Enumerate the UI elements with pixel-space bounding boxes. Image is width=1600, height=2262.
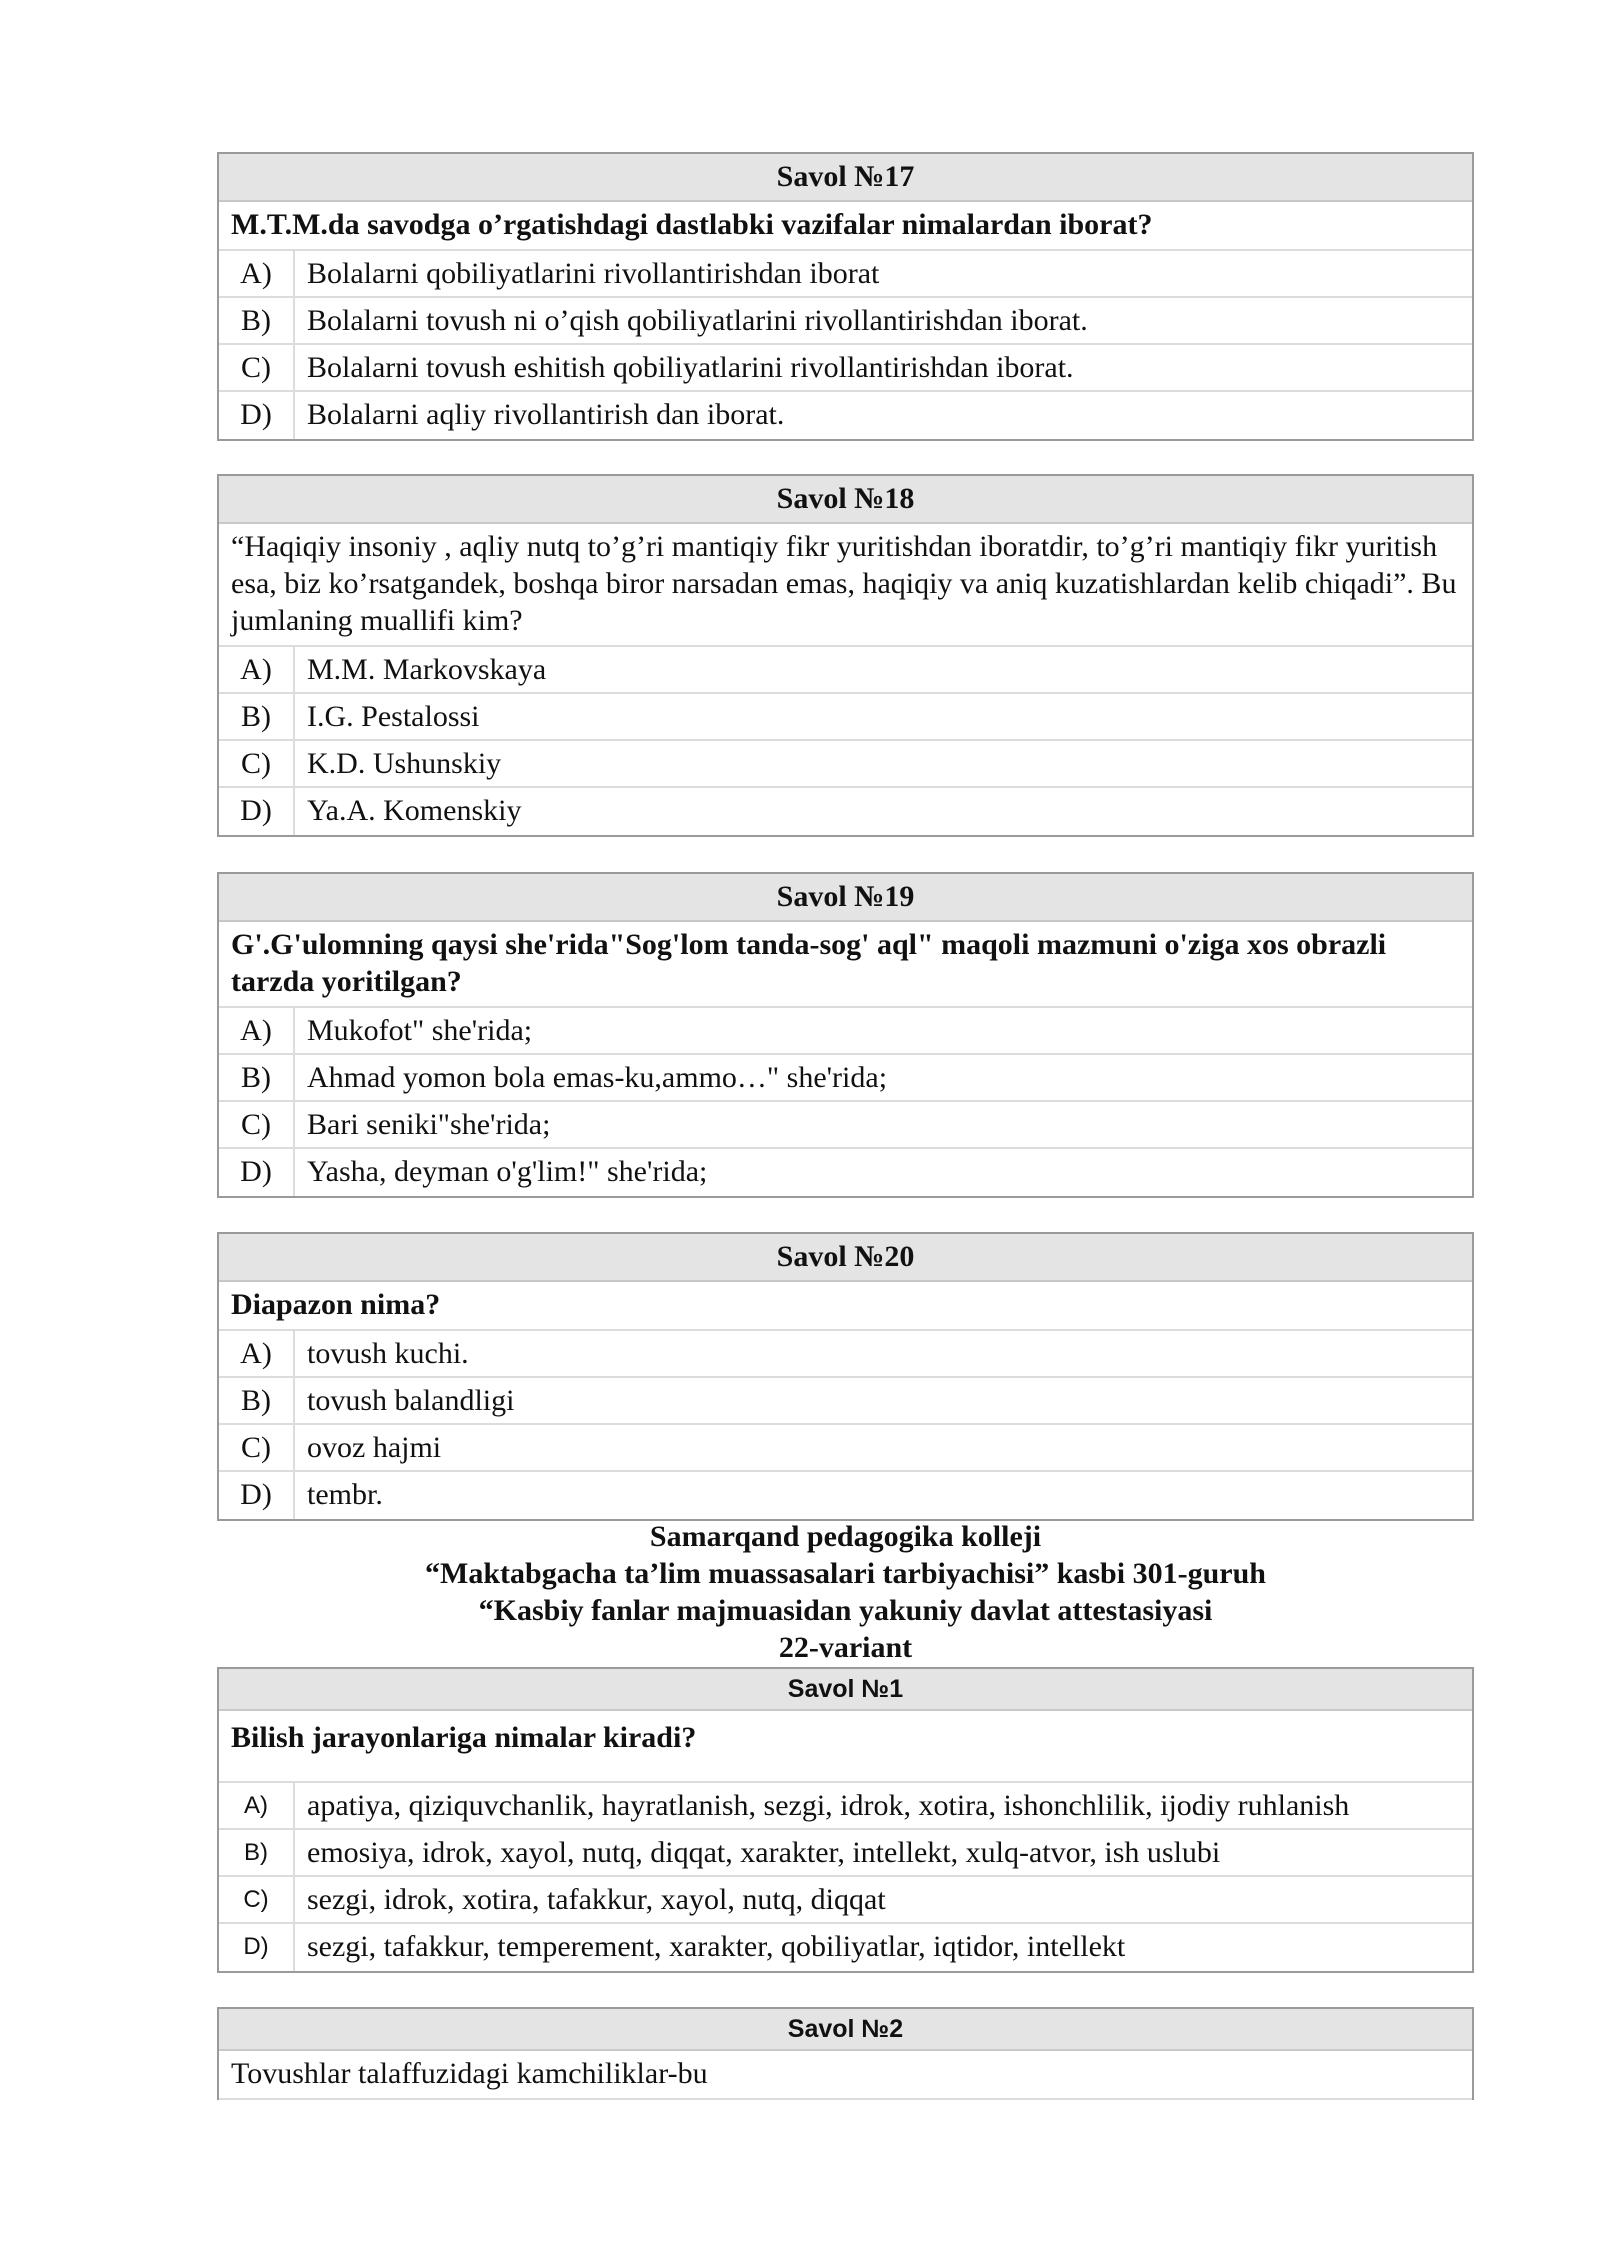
option-letter: C) — [219, 1877, 295, 1922]
answer-option-d[interactable] — [219, 1924, 1472, 1971]
question-text: Tovushlar talaffuzidagi kamchiliklar-bu — [219, 2051, 1472, 2100]
option-text: tovush kuchi. — [307, 1337, 469, 1370]
option-letter: C) — [219, 1425, 295, 1470]
option-text: I.G. Pestalossi — [307, 700, 480, 733]
option-letter: D) — [219, 788, 295, 835]
college-name: Samarqand pedagogika kolleji — [649, 1520, 1042, 1553]
question-text: Bilish jarayonlariga nimalar kiradi? — [219, 1711, 1472, 1783]
answer-option-a[interactable] — [219, 647, 1472, 694]
option-text: sezgi, idrok, xotira, tafakkur, xayol, nutq, diqqat — [307, 1883, 886, 1916]
option-letter: C) — [219, 741, 295, 786]
answer-option-c[interactable] — [219, 1425, 1472, 1472]
answer-option-a[interactable] — [219, 1783, 1472, 1830]
answer-option-c[interactable] — [219, 345, 1472, 392]
answer-option-a[interactable] — [219, 1331, 1472, 1378]
program-line: “Maktabgacha ta’lim muassasalari tarbiyachisi” kasbi 301-guruh — [425, 1557, 1266, 1590]
option-text: tovush balandligi — [307, 1384, 515, 1417]
option-text: K.D. Ushunskiy — [307, 747, 502, 780]
option-letter: A) — [219, 1008, 295, 1053]
option-text: Bolalarni qobiliyatlarini rivollantirishdan iborat — [307, 257, 880, 290]
question-card-1 — [217, 1667, 1474, 1973]
answer-option-b[interactable] — [219, 298, 1472, 345]
option-letter: D) — [219, 392, 295, 439]
answer-option-d[interactable] — [219, 788, 1472, 835]
question-text: G'.G'ulomning qaysi she'rida"Sog'lom tanda-sog' aql" maqoli mazmuni o'ziga xos obrazli tarzda yoritilgan? — [219, 922, 1472, 1008]
option-text: sezgi, tafakkur, temperement, xarakter, qobiliyatlar, iqtidor, intellekt — [307, 1930, 1126, 1963]
option-letter: B) — [219, 1830, 295, 1875]
option-text: emosiya, idrok, xayol, nutq, diqqat, xarakter, intellekt, xulq-atvor, ish uslubi — [307, 1836, 1221, 1869]
answer-option-b[interactable] — [219, 1830, 1472, 1877]
question-card-18 — [217, 474, 1474, 837]
option-letter: A) — [219, 1331, 295, 1376]
question-text: “Haqiqiy insoniy , aqliy nutq to’g’ri mantiqiy fikr yuritishdan iboratdir, to’g’ri mantiqiy fikr yuritish esa, biz ko’rsatgandek, boshqa biror narsadan emas, haqiqiy va aniq kuzatishlardan kelib chiqadi”. Bu jumlaning muallifi kim? — [219, 524, 1472, 647]
answer-option-b[interactable] — [219, 1378, 1472, 1425]
option-text: Ahmad yomon bola emas-ku,ammo…" she'rida; — [307, 1061, 888, 1094]
option-text: ovoz hajmi — [307, 1431, 442, 1464]
option-text: Bolalarni aqliy rivollantirish dan iborat. — [307, 398, 785, 431]
option-text: Bolalarni tovush ni o’qish qobiliyatlarini rivollantirishdan iborat. — [307, 304, 1088, 337]
question-title: Savol №20 — [219, 1234, 1472, 1282]
option-letter: C) — [219, 1102, 295, 1147]
question-text: M.T.M.da savodga o’rgatishdagi dastlabki vazifalar nimalardan iborat? — [219, 202, 1472, 251]
option-text: Bari seniki"she'rida; — [307, 1108, 551, 1141]
variant-header — [217, 1518, 1474, 1666]
option-text: Bolalarni tovush eshitish qobiliyatlarini rivollantirishdan iborat. — [307, 351, 1074, 384]
question-title: Savol №17 — [219, 154, 1472, 202]
option-text: Ya.A. Komenskiy — [307, 794, 522, 827]
question-title: Savol №1 — [219, 1669, 1472, 1711]
question-title: Savol №2 — [219, 2009, 1472, 2051]
option-letter: B) — [219, 298, 295, 343]
option-text: Mukofot" she'rida; — [307, 1014, 533, 1047]
question-card-19 — [217, 872, 1474, 1198]
answer-option-d[interactable] — [219, 1149, 1472, 1196]
option-letter: A) — [219, 1783, 295, 1828]
question-title: Savol №18 — [219, 476, 1472, 524]
option-letter: B) — [219, 694, 295, 739]
question-title: Savol №19 — [219, 874, 1472, 922]
option-text: tembr. — [307, 1478, 383, 1511]
option-letter: B) — [219, 1378, 295, 1423]
option-text: apatiya, qiziquvchanlik, hayratlanish, sezgi, idrok, xotira, ishonchlilik, ijodiy ruhlanish — [307, 1789, 1350, 1822]
exam-line: “Kasbiy fanlar majmuasidan yakuniy davlat attestasiyasi — [478, 1594, 1213, 1627]
option-text: M.M. Markovskaya — [307, 653, 547, 686]
answer-option-b[interactable] — [219, 1055, 1472, 1102]
answer-option-c[interactable] — [219, 1877, 1472, 1924]
answer-option-d[interactable] — [219, 392, 1472, 439]
answer-option-c[interactable] — [219, 1102, 1472, 1149]
option-letter: D) — [219, 1924, 295, 1971]
question-card-17 — [217, 152, 1474, 441]
question-text: Diapazon nima? — [219, 1282, 1472, 1331]
option-letter: B) — [219, 1055, 295, 1100]
option-letter: C) — [219, 345, 295, 390]
answer-option-b[interactable] — [219, 694, 1472, 741]
answer-option-d[interactable] — [219, 1472, 1472, 1519]
option-letter: A) — [219, 647, 295, 692]
option-text: Yasha, deyman o'g'lim!" she'rida; — [307, 1155, 708, 1188]
question-card-2 — [217, 2007, 1474, 2100]
answer-option-a[interactable] — [219, 1008, 1472, 1055]
option-letter: A) — [219, 251, 295, 296]
answer-option-c[interactable] — [219, 741, 1472, 788]
variant-number: 22-variant — [778, 1631, 913, 1664]
answer-option-a[interactable] — [219, 251, 1472, 298]
question-card-20 — [217, 1232, 1474, 1521]
option-letter: D) — [219, 1472, 295, 1519]
option-letter: D) — [219, 1149, 295, 1196]
